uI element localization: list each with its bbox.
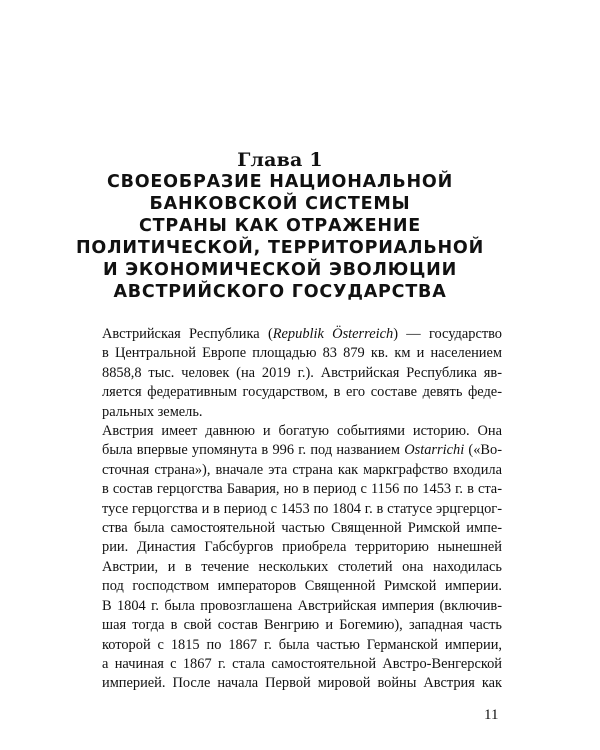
text-line: Австрии, и в течение нескольких столетий она находилась bbox=[102, 558, 502, 575]
text-run: была впервые упомянута в 996 г. под названием bbox=[102, 442, 405, 459]
body-text bbox=[80, 325, 502, 694]
chapter-title-line: АВСТРИЙСКОГО ГОСУДАРСТВА bbox=[113, 282, 447, 302]
paragraph-1 bbox=[80, 325, 502, 422]
chapter-title-line: БАНКОВСКОЙ СИСТЕМЫ bbox=[149, 194, 411, 214]
text-line: а начиная с 1867 г. стала самостоятельной Австро-Венгерской bbox=[102, 655, 502, 672]
text-line: рии. Династия Габсбургов приобрела территорию нынешней bbox=[102, 539, 502, 556]
text-line: ральных земель. bbox=[102, 403, 203, 420]
text-line: шая тогда в свой состав Венгрию и Богемию), западная часть bbox=[102, 617, 502, 634]
text-run: Австрийская Республика ( bbox=[102, 326, 273, 342]
text-line: в состав герцогства Бавария, но в период с 1156 по 1453 г. в ста- bbox=[102, 481, 502, 498]
text-line: которой с 1815 по 1867 г. была частью Германской империи, bbox=[102, 636, 502, 653]
chapter-title-line: СТРАНЫ КАК ОТРАЖЕНИЕ bbox=[138, 216, 422, 236]
chapter-title-line: ПОЛИТИЧЕСКОЙ, ТЕРРИТОРИАЛЬНОЙ bbox=[75, 238, 485, 258]
text-line: под господством императоров Священной Римской империи. bbox=[102, 578, 502, 595]
page-number: 11 bbox=[484, 707, 499, 723]
text-line: 8858,8 тыс. человек (на 2019 г.). Австрийская Республика яв- bbox=[102, 364, 502, 381]
text-line: В 1804 г. была провозглашена Австрийская империя (включив- bbox=[102, 597, 502, 614]
chapter-title-line: СВОЕОБРАЗИЕ НАЦИОНАЛЬНОЙ bbox=[106, 172, 454, 192]
chapter-title bbox=[40, 171, 520, 303]
text-line bbox=[80, 325, 502, 344]
text-line: тусе герцогства и в период с 1453 по 1804 г. в статусе эрцгерцог- bbox=[102, 500, 502, 517]
text-line: ства была самостоятельной частью Священной Римской импе- bbox=[102, 520, 502, 537]
text-line: сточная страна»), вначале эта страна как маркграфство входила bbox=[102, 461, 502, 478]
chapter-label: Глава 1 bbox=[237, 149, 323, 171]
text-line: в Центральной Европе площадью 83 879 кв. км и населением bbox=[102, 345, 502, 362]
text-run: ) — государство bbox=[393, 326, 503, 342]
text-line bbox=[80, 441, 502, 460]
text-run: («Во- bbox=[464, 442, 502, 459]
paragraph-2 bbox=[80, 422, 502, 694]
chapter-title-line: И ЭКОНОМИЧЕСКОЙ ЭВОЛЮЦИИ bbox=[102, 260, 458, 280]
text-line: ляется федеративным государством, в его составе девять феде- bbox=[102, 384, 502, 401]
italic-term: Republik Österreich bbox=[272, 326, 394, 342]
text-line: Австрия имеет давнюю и богатую событиями историю. Она bbox=[102, 423, 502, 440]
chapter-heading bbox=[40, 149, 520, 303]
text-line: империей. После начала Первой мировой войны Австрия как bbox=[102, 675, 502, 692]
italic-term: Ostarrichi bbox=[404, 442, 465, 459]
